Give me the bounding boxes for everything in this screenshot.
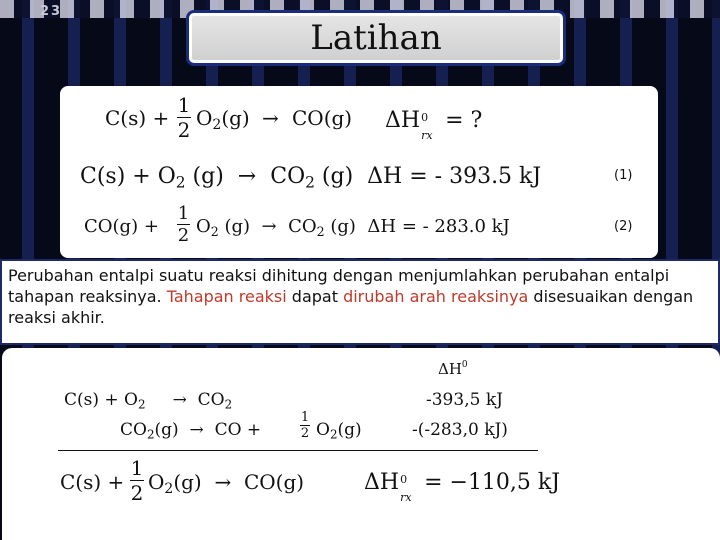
calculation-panel — [2, 348, 720, 540]
result-dh-subscript: rx — [400, 491, 412, 504]
result-oxygen: O — [148, 470, 165, 494]
row2-arrow: → — [189, 420, 204, 440]
result-arrow: → — [214, 470, 232, 494]
sum-divider-line — [58, 450, 538, 451]
reaction1-product-subscript: 2 — [305, 173, 315, 192]
fraction-denominator: 2 — [177, 225, 190, 246]
delta-h-value: = ? — [445, 108, 483, 133]
fraction-numerator: 1 — [177, 203, 190, 224]
row2-subscript: 2 — [146, 427, 155, 442]
oxygen-subscript: 2 — [212, 117, 222, 134]
slide-number: 23 — [40, 4, 63, 19]
row1-left: C(s) + O — [64, 390, 138, 410]
row1-product: CO — [197, 390, 225, 410]
fraction-denominator: 2 — [130, 481, 144, 505]
result-oxygen-state: (g) — [173, 470, 202, 494]
work-row1-equation — [64, 390, 232, 412]
row1-product-subscript: 2 — [224, 397, 233, 412]
dh-column-header — [438, 360, 468, 378]
oxygen-symbol: O — [196, 106, 213, 130]
note-text-3: disesuaikan dengan reaksi akhir. — [8, 287, 694, 327]
oxygen-state: (g) — [221, 106, 250, 130]
page-title: Latihan — [310, 18, 442, 58]
reaction1-oxygen-state: (g) — [192, 164, 224, 189]
row2-state: (g) — [154, 420, 179, 440]
work-row2-oxygen — [316, 420, 362, 442]
dh-header-symbol: ΔH — [438, 360, 462, 379]
reaction2-arrow: → — [261, 216, 277, 237]
delta-h-superscript: 0 — [421, 111, 429, 124]
reaction1-equation — [80, 164, 541, 192]
reaction2-label: (2) — [614, 219, 633, 234]
work-row2-dh: -(-283,0 kJ) — [412, 420, 508, 440]
equation-panel — [60, 86, 658, 258]
target-enthalpy — [385, 108, 483, 142]
target-product: CO(g) — [292, 106, 353, 130]
reaction2-left: CO(g) + — [84, 216, 159, 237]
reaction2-product: CO — [288, 216, 317, 237]
reaction1-left: C(s) + O — [80, 164, 176, 189]
target-oxygen — [196, 106, 250, 133]
row2-product: CO + — [214, 420, 262, 440]
reaction2-equation-rest — [196, 216, 510, 239]
target-reaction-left: C(s) + — [105, 106, 170, 130]
reaction1-product-state: (g) — [321, 164, 354, 189]
explanation-note — [0, 259, 720, 345]
note-text-1: Perubahan entalpi suatu reaksi dihitung dengan menjumlahkan perubahan entalpi tahapan reaksinya. — [8, 266, 670, 306]
reaction2-oxygen: O — [196, 216, 211, 237]
result-oxygen-subscript: 2 — [164, 481, 174, 498]
reaction1-label: (1) — [614, 168, 633, 183]
reaction2-oxygen-state: (g) — [224, 216, 251, 237]
fraction-numerator: 1 — [300, 410, 310, 425]
result-coefficient — [130, 456, 144, 505]
row2-coefficient — [300, 410, 310, 441]
row1-arrow: → — [172, 390, 187, 410]
dh-header-superscript: 0 — [461, 360, 468, 370]
target-arrow: → — [262, 106, 279, 130]
row2-oxygen-state: (g) — [337, 420, 362, 440]
reaction2-product-state: (g) — [330, 216, 356, 237]
delta-h-subscript: rx — [421, 129, 433, 142]
result-enthalpy — [364, 470, 561, 504]
reaction2-product-subscript: 2 — [316, 223, 325, 239]
fraction-numerator: 1 — [130, 456, 144, 480]
result-dh-superscript: 0 — [400, 473, 408, 486]
reaction1-oxygen-subscript: 2 — [175, 173, 186, 192]
delta-h-symbol: ΔH — [385, 108, 421, 133]
note-text-2: dapat — [286, 287, 344, 306]
row2-oxygen: O — [316, 420, 330, 440]
note-highlight-1: Tahapan reaksi — [166, 287, 287, 306]
row1-subscript: 2 — [138, 397, 146, 412]
result-product: CO(g) — [243, 470, 305, 494]
work-row2-equation — [120, 420, 261, 442]
reaction1-arrow: → — [237, 164, 257, 189]
result-dh-value: = −110,5 kJ — [424, 470, 561, 495]
result-dh-symbol: ΔH — [364, 470, 400, 495]
target-coefficient — [177, 93, 191, 142]
reaction2-oxygen-subscript: 2 — [210, 223, 219, 239]
row2-oxygen-subscript: 2 — [329, 427, 338, 442]
title-box — [186, 10, 566, 66]
reaction1-enthalpy: ΔH = - 393.5 kJ — [367, 164, 542, 189]
row2-left: CO — [120, 420, 147, 440]
reaction2-enthalpy: ΔH = - 283.0 kJ — [367, 216, 510, 237]
fraction-numerator: 1 — [177, 93, 191, 117]
reaction1-product: CO — [270, 164, 306, 189]
note-highlight-2: dirubah arah reaksinya — [343, 287, 529, 306]
fraction-denominator: 2 — [300, 426, 310, 441]
reaction2-coefficient — [177, 203, 190, 246]
fraction-denominator: 2 — [177, 118, 191, 142]
result-equation-rest — [148, 470, 304, 497]
result-left: C(s) + — [60, 470, 125, 494]
work-row1-dh: -393,5 kJ — [426, 390, 503, 410]
